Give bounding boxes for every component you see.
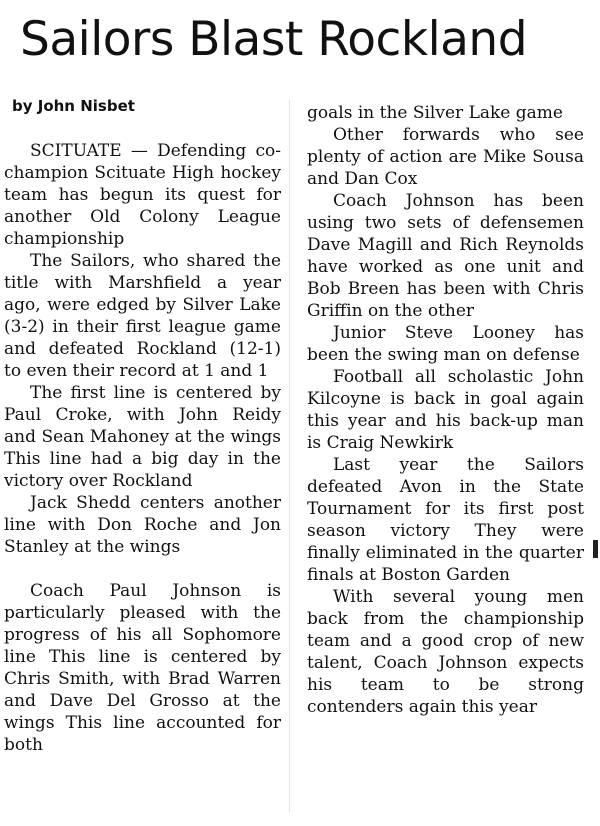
article-column-right xyxy=(307,102,584,718)
byline: by John Nisbet xyxy=(12,97,135,115)
paragraph-swing-man: Junior Steve Looney has been the swing man on defense xyxy=(307,323,584,365)
paragraph-record: The Sailors, who shared the title with Marshfield a year ago, were edged by Silver Lake (3-2) in their first league game and defeated Rockland (12-1) to even their record at 1 and 1 xyxy=(4,251,281,381)
column-divider xyxy=(289,100,290,812)
article-column-left xyxy=(4,140,281,756)
paragraph-defensemen: Coach Johnson has been using two sets of defensemen Dave Magill and Rich Reynolds have worked as one unit and Bob Breen has been with Chris Griffin on the other xyxy=(307,191,584,321)
paragraph-continuation: goals in the Silver Lake game xyxy=(307,103,563,123)
paragraph-first-line: The first line is centered by Paul Croke, with John Reidy and Sean Mahoney at the wings This line had a big day in the victory over Rockland xyxy=(4,383,281,491)
headline: Sailors Blast Rockland xyxy=(20,12,528,67)
scan-edge-mark xyxy=(593,540,598,558)
paragraph-last-year: Last year the Sailors defeated Avon in the State Tournament for its first post season victory They were finally eliminated in the quarter finals at Boston Garden xyxy=(307,455,584,585)
paragraph-intro: SCITUATE — Defending co-champion Scituate High hockey team has begun its quest for another Old Colony League championship xyxy=(4,141,281,249)
paragraph-other-forwards: Other forwards who see plenty of action are Mike Sousa and Dan Cox xyxy=(307,125,584,189)
paragraph-goalie: Football all scholastic John Kilcoyne is back in goal again this year and his back-up man is Craig Newkirk xyxy=(307,367,584,453)
paragraph-outlook: With several young men back from the championship team and a good crop of new talent, Coach Johnson expects his team to be strong contenders again this year xyxy=(307,587,584,717)
paragraph-sophomore-line: Coach Paul Johnson is particularly pleased with the progress of his all Sophomore line This line is centered by Chris Smith, with Brad Warren and Dave Del Grosso at the wings This line accounted for both xyxy=(4,581,281,755)
paragraph-second-line: Jack Shedd centers another line with Don Roche and Jon Stanley at the wings xyxy=(4,493,281,557)
